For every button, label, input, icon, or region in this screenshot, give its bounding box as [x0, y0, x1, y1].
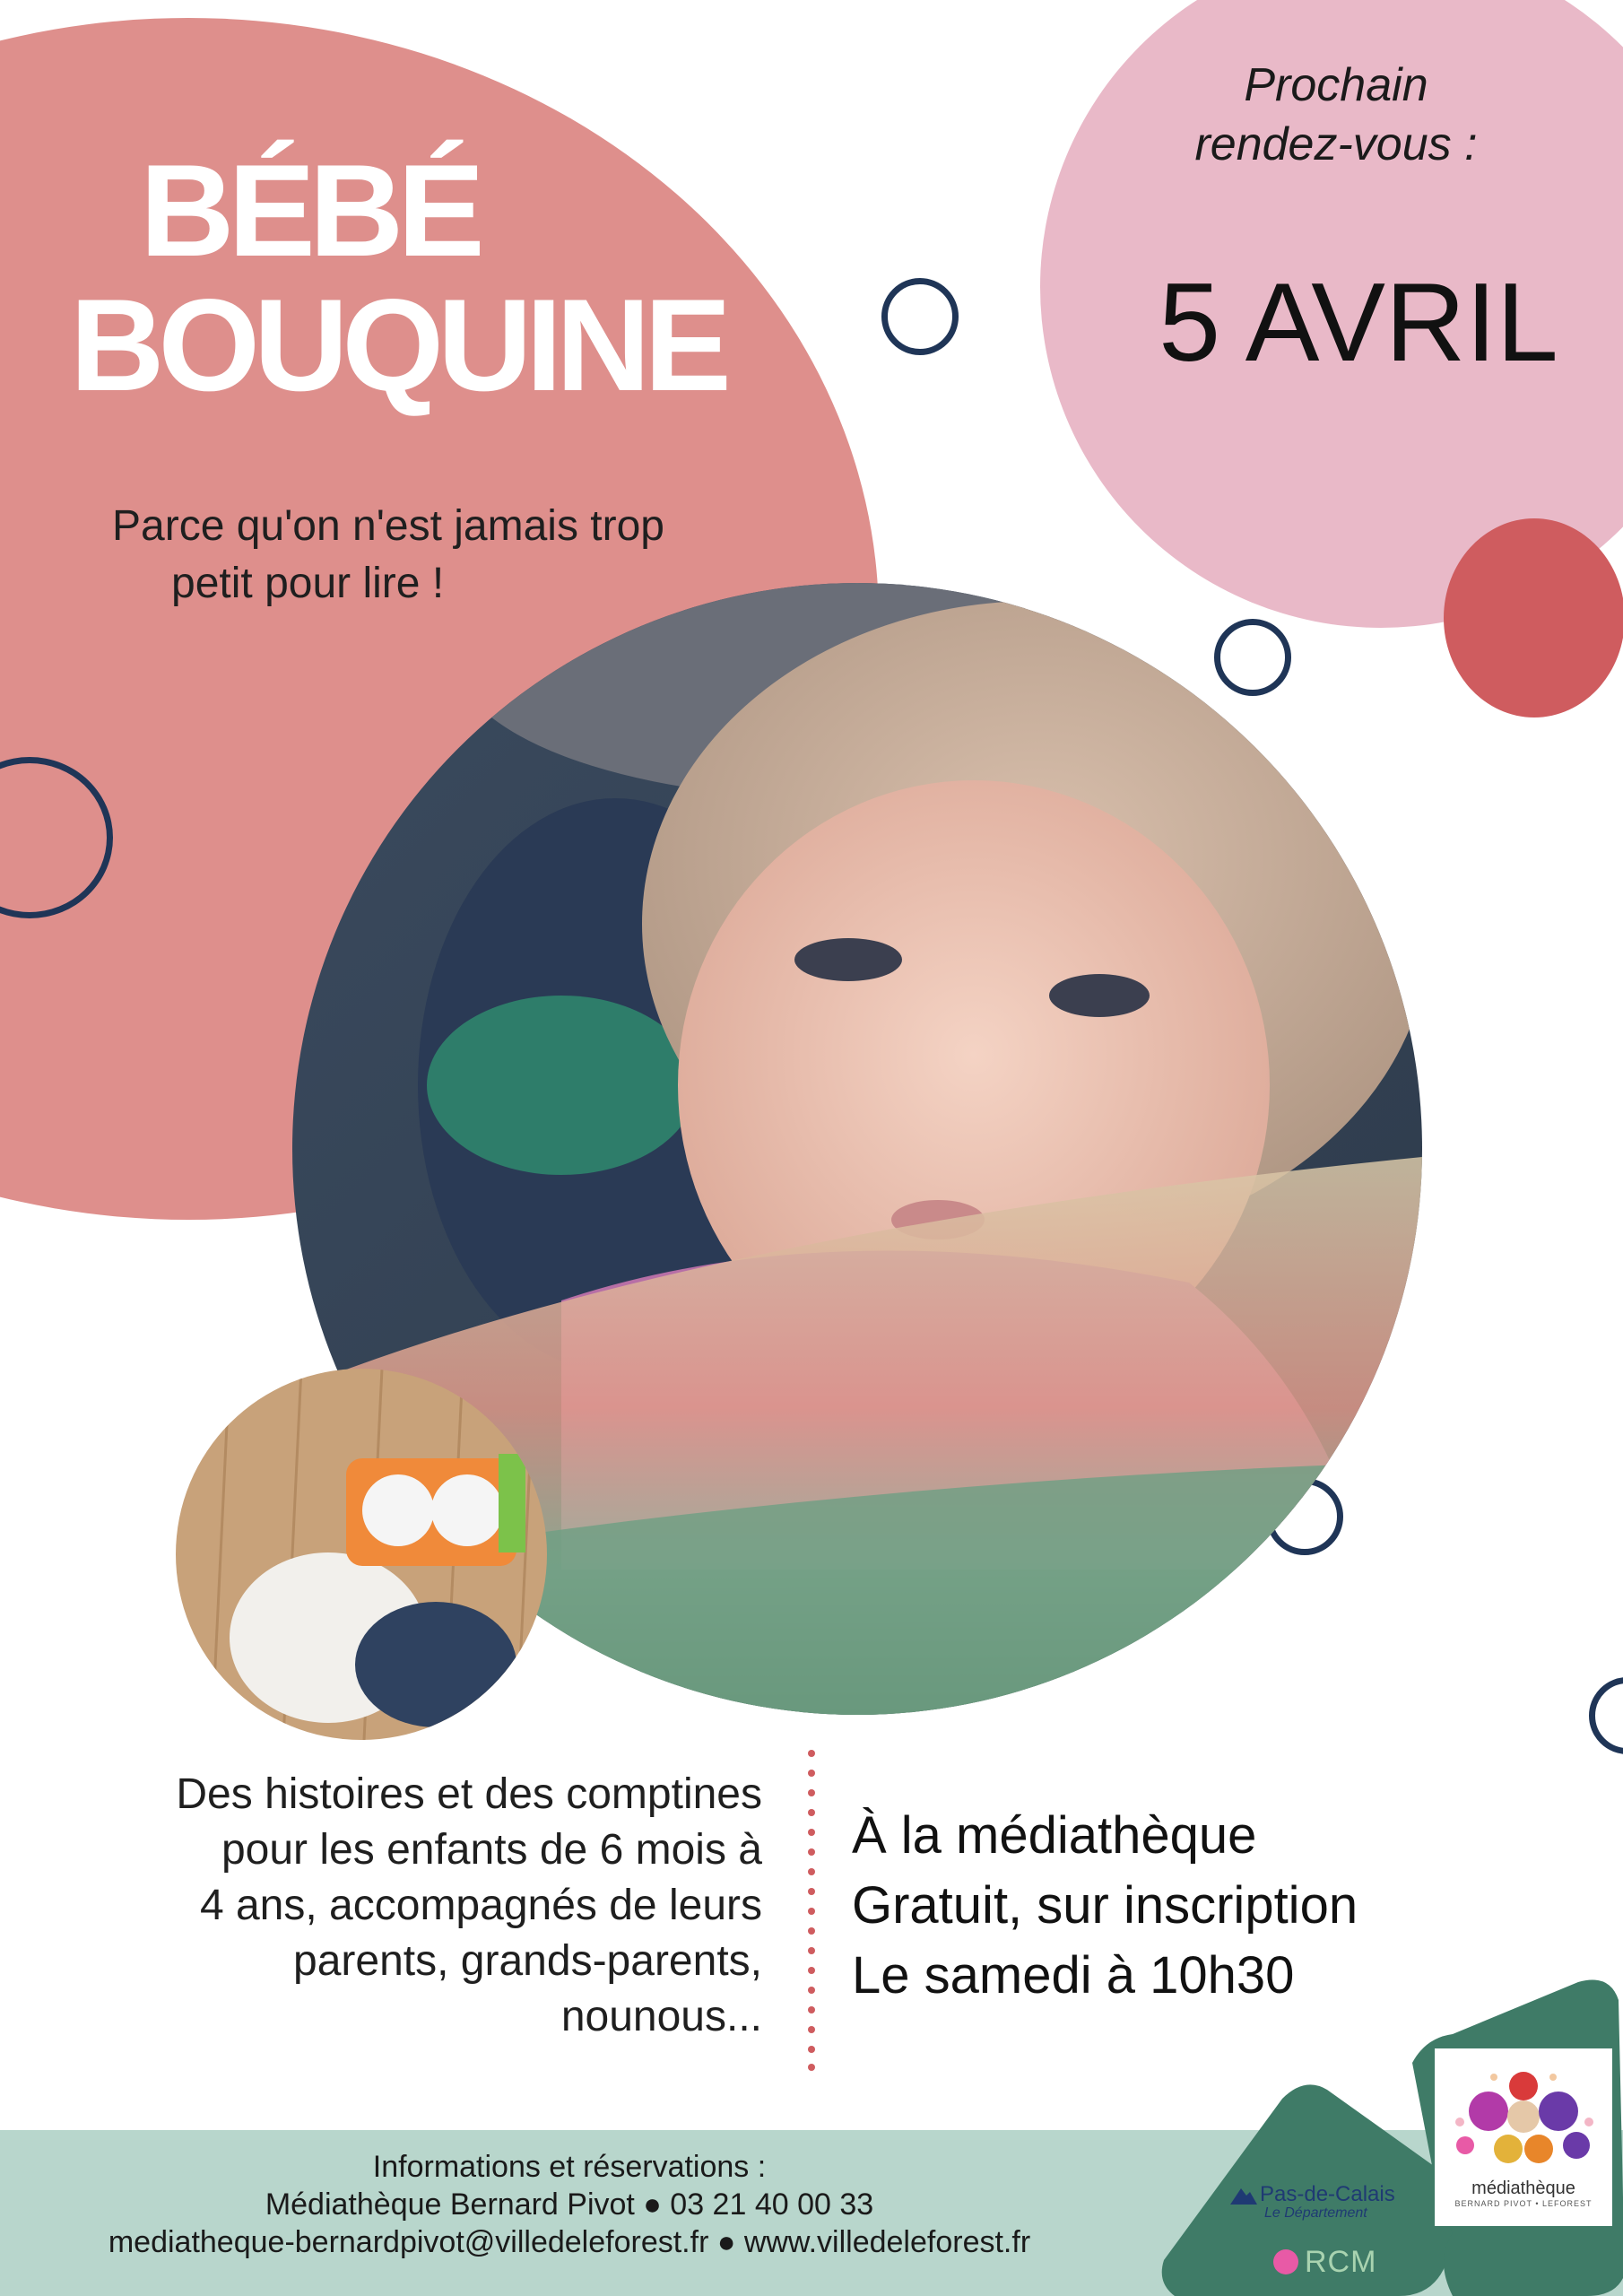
poster-title — [70, 137, 725, 418]
title-line-1: BÉBÉ — [140, 137, 479, 283]
footer-contact — [36, 2148, 1103, 2261]
red-circle — [1444, 518, 1623, 718]
description-line: parents, grands-parents, — [293, 1937, 762, 1985]
rcm-logo: RCM — [1305, 2245, 1377, 2279]
info-schedule: Le samedi à 10h30 — [852, 1946, 1295, 2005]
info-price: Gratuit, sur inscription — [852, 1876, 1358, 1935]
event-date: 5 AVRIL — [1159, 261, 1558, 385]
tagline-line-1: Parce qu'on n'est jamais trop — [112, 502, 664, 550]
footer-line-1: Informations et réservations : — [372, 2150, 767, 2184]
next-appointment-label — [1148, 56, 1524, 174]
tagline — [112, 498, 740, 613]
tagline-line-2: petit pour lire ! — [171, 560, 445, 607]
rdv-line-2: rendez-vous : — [1194, 118, 1478, 170]
footer-line-2: Médiathèque Bernard Pivot ● 03 21 40 00 33 — [265, 2187, 874, 2222]
description-line: pour les enfants de 6 mois à — [221, 1826, 762, 1874]
small-photo — [176, 1369, 547, 1740]
mediatheque-subtitle: BERNARD PIVOT • LEFOREST — [1454, 2199, 1593, 2208]
title-line-2: BOUQUINE — [70, 272, 725, 418]
ring-decoration — [1214, 619, 1291, 696]
baby-soft-book-illustration — [176, 1369, 547, 1740]
event-description — [54, 1767, 762, 2045]
pas-de-calais-subtitle: Le Département — [1264, 2205, 1367, 2221]
description-line: 4 ans, accompagnés de leurs — [199, 1882, 762, 1929]
pas-de-calais-logo: Pas-de-Calais — [1260, 2182, 1395, 2206]
info-location: À la médiathèque — [852, 1806, 1257, 1865]
dotted-divider — [807, 1749, 816, 2072]
ring-decoration — [881, 278, 959, 355]
mediatheque-name: médiathèque — [1471, 2179, 1575, 2198]
mountain-icon — [1230, 2185, 1257, 2205]
description-line: nounous... — [560, 1993, 762, 2040]
footer-line-3: mediatheque-bernardpivot@villedeleforest.fr ● www.villedeleforest.fr — [108, 2225, 1031, 2259]
rdv-line-1: Prochain — [1244, 59, 1428, 111]
mediatheque-logo-dots — [1442, 2059, 1605, 2176]
description-line: Des histoires et des comptines — [176, 1770, 762, 1818]
ring-decoration — [1589, 1677, 1623, 1754]
rcm-logo-dot — [1273, 2249, 1298, 2274]
